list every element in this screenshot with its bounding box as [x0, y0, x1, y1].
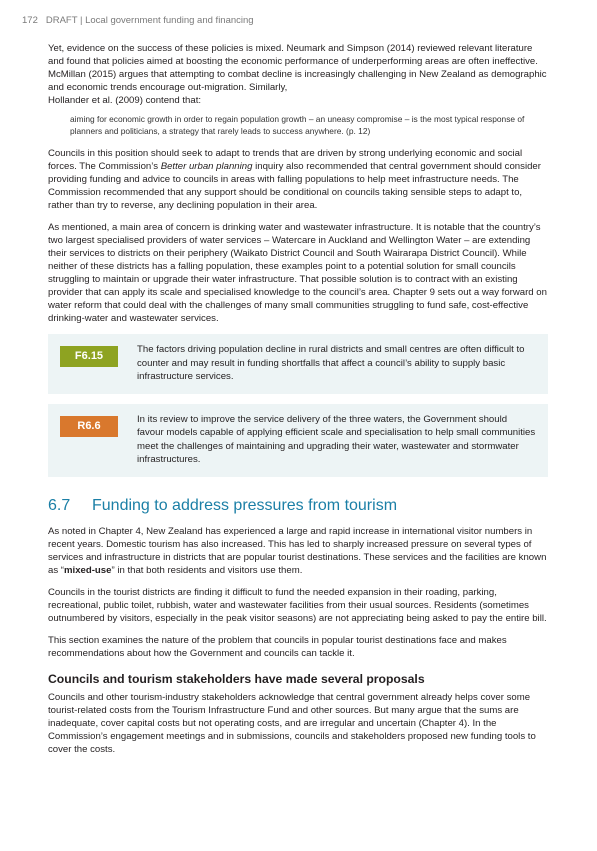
paragraph-tourism-end: ” in that both residents and visitors use them. [111, 564, 303, 576]
section-title: Funding to address pressures from tourism [92, 496, 398, 514]
paragraph-adapt [48, 147, 548, 212]
recommendation-box [48, 404, 548, 477]
recommendation-label: R6.6 [60, 416, 118, 437]
section-heading [48, 497, 548, 515]
paragraph-evidence-lead: Hollander et al. (2009) contend that: [48, 95, 202, 106]
subsection-title: Councils and tourism stakeholders have made several proposals [48, 671, 425, 686]
paragraph-tourism-start: As noted in Chapter 4, New Zealand has experienced a large and rapid increase in international visitor numbers in recent years. Domestic tourism has also increased. This has led to sharply increased pressure on several types of services and infrastructure in districts that are popular tourist destinations. These services and the facilities are known as “ [48, 525, 547, 576]
paragraph-proposals: Councils and other tourism-industry stakeholders acknowledge that central government already helps cover some tourist-related costs from the Tourism Infrastructure Fund and other sources. But many argue that the sums are inadequate, cover capital costs but not operating costs, and are irregular and uncertain (Chapter 4). In the Commission’s engagement meetings and in submissions, councils and stakeholders proposed new funding tools to cover the costs. [48, 691, 536, 755]
finding-text: The factors driving population decline in rural districts and small centres are often difficult to counter and may result in funding shortfalls that affect a council’s ability to supply basic infrastructure services. [137, 344, 525, 382]
finding-box [48, 334, 548, 394]
finding-label: F6.15 [60, 346, 118, 367]
page-body [48, 42, 548, 765]
recommendation-text: In its review to improve the service delivery of the three waters, the Government should favour models capable of applying efficient scale and specialisation to help small communities meet the challenges of maintaining and upgrading their water, wastewater and stormwater infrastructures. [137, 413, 536, 465]
section-number: 6.7 [48, 496, 71, 514]
block-quote: aiming for economic growth in order to regain population growth – an uneasy compromise – is the most typical response of planners and politicians, a strategy that rarely leads to success anywhere. (p. 12) [70, 114, 525, 136]
paragraph-councils: Councils in the tourist districts are finding it difficult to fund the needed expansion in their roading, parking, recreational, public toilet, rubbish, water and wastewater facilities from their usual sources. Residents (sometimes outnumbered by visitors, especially in the peak visitor seasons) are not appreciating being asked to pay the entire bill. [48, 586, 547, 624]
running-header [22, 15, 254, 26]
paragraph-evidence-text: Yet, evidence on the success of these policies is mixed. Neumark and Simpson (2014) reviewed relevant literature and found that policies aimed at boosting the economic performance of underperforming areas are often ineffective. McMillan (2015) argues that attempting to combat decline is increasingly challenging in New Zealand as demographic and economic trends encourage out-migration. Similarly, [48, 43, 547, 93]
paragraph-tourism [48, 525, 548, 577]
running-title: DRAFT | Local government funding and financing [45, 15, 254, 26]
paragraph-evidence [48, 42, 548, 107]
paragraph-adapt-end: inquiry also recommended that central government should consider providing funding and advice to councils in areas with falling populations to help meet infrastructure needs. The Commission recommended that any support should be conditional on councils taking sensible steps to adapt to, rather than try to reverse, any declining population in their area. [48, 161, 541, 211]
mixed-use-term: mixed-use [64, 564, 112, 576]
paragraph-water: As mentioned, a main area of concern is drinking water and wastewater infrastructure. It is notable that the country’s two largest specialised providers of water services – Watercare in Auckland and Wellington Water – are extending their services to districts on their periphery (Waikato District Council and South Wairarapa District Council). While neither of these districts has a falling population, these examples point to a potential solution for small councils struggling to maintain or upgrade their water infrastructure. That possible solution is to contract with an existing provider that can apply its scale and specialised knowledge to the council’s area. Chapter 9 sets out a way forward on water reform that could deal with the challenges of many small communities struggling to fund safe, cost-effective drinking-water and wastewater services. [48, 222, 547, 324]
page-number: 172 [22, 15, 38, 26]
paragraph-adapt-start: Councils in this position should seek to adapt to trends that are driven by strong underlying economic and social forces. The Commission’s [48, 148, 523, 172]
paragraph-section-scope: This section examines the nature of the problem that councils in popular tourist destinations face and makes recommendations about how the Government and councils can tackle it. [48, 634, 507, 659]
inquiry-title: Better urban planning [160, 161, 253, 172]
